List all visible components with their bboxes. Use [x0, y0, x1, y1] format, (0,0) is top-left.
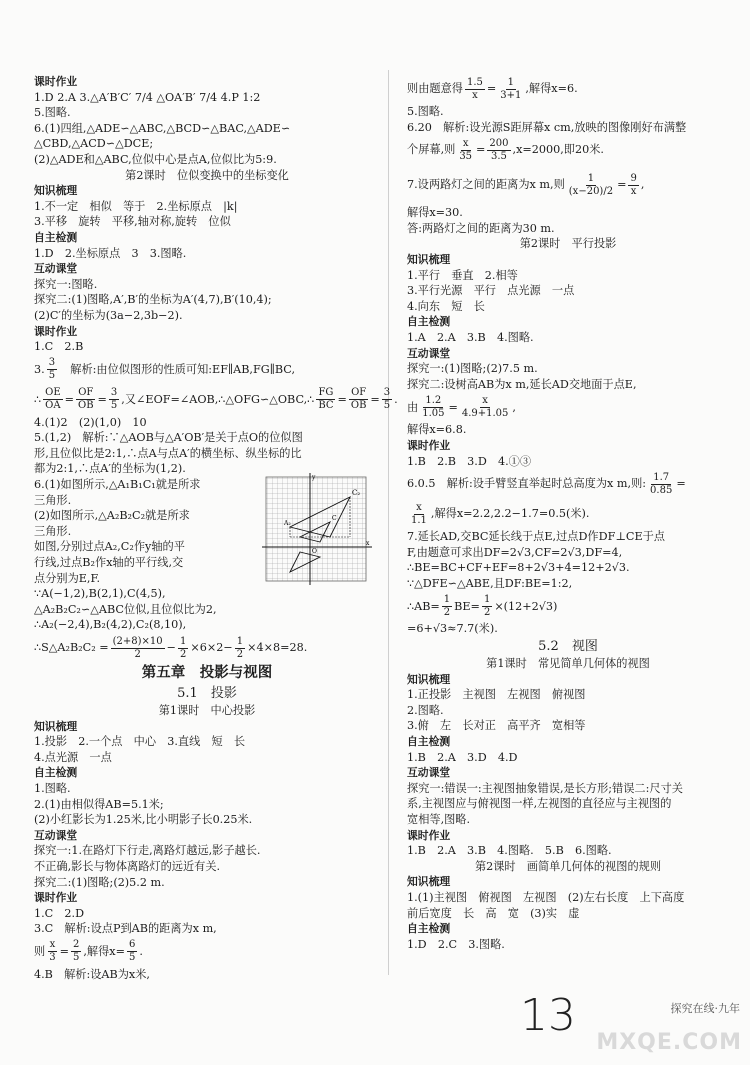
- answer-line: 6.20 解析:设光源S距屏幕x cm,放映的图像刚好布满整: [407, 120, 687, 134]
- denominator: 5: [128, 952, 136, 964]
- formula-line: [407, 469, 729, 499]
- answer-line: 1.平行 垂直 2.相等: [407, 268, 518, 282]
- denominator: 3: [49, 952, 56, 964]
- fraction: [76, 387, 96, 412]
- section-title: 5.1 投影: [177, 686, 237, 701]
- text: ,: [512, 400, 516, 414]
- lesson-title: 第2课时 位似变换中的坐标变化: [125, 168, 289, 182]
- fraction: [235, 636, 245, 661]
- heading: 课时作业: [34, 324, 78, 338]
- text: BE=: [454, 599, 480, 613]
- formula-line: [407, 591, 729, 621]
- formula-line: [34, 937, 380, 967]
- fraction: [482, 594, 492, 619]
- numerator: 6: [128, 939, 136, 951]
- denominator: 5: [48, 370, 56, 382]
- answer-line: ∵A(−1,2),B(2,1),C(4,5),: [34, 587, 166, 601]
- answer-line: 2.图略.: [407, 703, 444, 717]
- section-title: 5.2 视图: [538, 639, 598, 655]
- text: 6.0.5 解析:设手臂竖直举起时总高度为x m,则:: [407, 477, 647, 491]
- denominator: OA: [45, 400, 61, 412]
- denominator: 3+1: [500, 89, 522, 101]
- label-o: O: [312, 548, 317, 556]
- answer-line: 1.(1)主视图 俯视图 左视图 (2)左右长度 上下高度: [407, 890, 685, 904]
- label-y: y: [312, 474, 316, 482]
- numerator: 1: [236, 635, 244, 647]
- text: ∴AB=: [407, 599, 440, 613]
- answer-line: 6.(1)如图所示,△A₁B₁C₁就是所求: [34, 478, 201, 492]
- fraction: [111, 636, 165, 661]
- text: =: [370, 392, 380, 406]
- answer-line: 1.B 2.B 3.D 4.①③: [407, 454, 532, 468]
- answer-line: 1.正投影 主视图 左视图 俯视图: [407, 688, 586, 702]
- fraction: [349, 387, 369, 412]
- answer-line: 点分别为E,F.: [34, 571, 101, 585]
- numerator: 3: [48, 357, 56, 369]
- label-c2: C₂: [352, 489, 361, 498]
- answer-line: 探究二:设树高AB为x m,延长AD交地面于点E,: [407, 377, 637, 391]
- numerator: x: [49, 939, 56, 951]
- answer-line: 5.(1,2) 解析:∵△AOB与△A′OB′是关于点O的位似图: [34, 431, 303, 445]
- answer-line: 形,且位似比是2:1,∴点A与点A′的横坐标、纵坐标的比: [34, 446, 302, 460]
- fraction: [487, 138, 510, 163]
- text: =: [617, 178, 627, 192]
- fraction: [498, 77, 523, 102]
- denominator: OB: [78, 400, 94, 412]
- denominator: 1.05: [422, 407, 445, 419]
- heading: 互动课堂: [34, 828, 78, 842]
- text: 3.: [34, 362, 45, 376]
- answer-line: 1.D 2.A 3.△A′B′C′ 7/4 △OA′B′ 7/4 4.P 1:2: [34, 90, 261, 104]
- answer-line: 1.投影 2.一个点 中心 3.直线 短 长: [34, 735, 246, 749]
- numerator: 1.2: [425, 394, 442, 406]
- answer-line: 2.(1)由相似得AB=5.1米;: [34, 797, 164, 811]
- fraction: [457, 138, 474, 163]
- answer-line: =6+√3≈7.7(米).: [407, 622, 498, 636]
- denominator: 2: [236, 648, 244, 660]
- answer-line: 前后宽度 长 高 宽 (3)实 虚: [407, 906, 580, 920]
- text: =: [64, 392, 74, 406]
- fraction: [71, 939, 81, 964]
- answer-line: 4.B 解析:设AB为x米,: [34, 967, 150, 981]
- answer-line: 探究一:错误一:主视图抽象错误,是长方形;错误二:尺寸关: [407, 781, 683, 795]
- heading: 课时作业: [34, 891, 78, 905]
- heading: 互动课堂: [407, 346, 451, 360]
- heading: 自主检测: [407, 735, 451, 749]
- answer-line: (2)小红影长为1.25米,比小明影子长0.25米.: [34, 813, 253, 827]
- numerator: 1: [443, 593, 451, 605]
- text: 解析:由位似图形的性质可知:EF∥AB,FG∥BC,: [59, 362, 296, 376]
- denominator: 2: [443, 606, 451, 618]
- watermark: MXQE.COM: [596, 1030, 742, 1055]
- answer-line: 3.平移 旋转 平移,轴对称,旋转 位似: [34, 215, 231, 229]
- fraction: [409, 502, 429, 527]
- fraction: [567, 173, 615, 198]
- heading: 自主检测: [34, 766, 78, 780]
- answer-line: 3.俯 左 长对正 高平齐 宽相等: [407, 719, 586, 733]
- numerator: 9: [630, 172, 637, 184]
- lesson-title: 第2课时 画简单几何体的视图的规则: [474, 859, 662, 873]
- answer-line: ∴A₂(−2,4),B₂(4,2),C₂(8,10),: [34, 618, 187, 632]
- text: =: [676, 477, 686, 491]
- text: 个屏幕,则: [407, 143, 456, 157]
- answer-line: 探究二:(1)图略,A′,B′的坐标为A′(4,7),B′(10,4);: [34, 293, 272, 307]
- formula-line: [34, 385, 398, 415]
- answer-line: 探究一:(1)图略;(2)7.5 m.: [407, 362, 538, 376]
- denominator: (x−20)/2: [568, 185, 614, 197]
- answer-line: 宽相等,图略.: [407, 813, 471, 826]
- answer-line: 4.(1)2 (2)(1,0) 10: [34, 415, 147, 429]
- formula-line: [407, 135, 729, 165]
- answer-line: 3.C 解析:设点P到AB的距离为x m,: [34, 922, 217, 936]
- answer-line: △CBD,△ACD∽△DCE;: [34, 137, 154, 151]
- denominator: 2: [180, 648, 187, 660]
- answer-line: 行线,过点B₂作x轴的平行线,交: [34, 556, 184, 570]
- text: ,解得x=: [83, 945, 125, 959]
- denominator: 5: [72, 952, 80, 964]
- left-column: [34, 74, 398, 983]
- numerator: 200: [489, 137, 509, 149]
- answer-line: 探究二:(1)图略;(2)5.2 m.: [34, 875, 165, 889]
- fraction: [648, 472, 674, 497]
- column-divider: [388, 70, 389, 975]
- fraction: [47, 357, 57, 382]
- answer-line: 5.图略.: [407, 105, 444, 118]
- formula-line: [34, 633, 380, 663]
- fraction: [109, 387, 119, 412]
- numerator: 1: [507, 76, 514, 88]
- lesson-title: 第1课时 中心投影: [158, 704, 256, 717]
- text: 7.设两路灯之间的距离为x m,则: [407, 178, 565, 192]
- answer-line: 三角形.: [34, 493, 72, 507]
- answer-line: △A₂B₂C₂∽△ABC位似,且位似比为2,: [34, 602, 217, 616]
- text: ∴: [34, 392, 42, 406]
- text: .: [394, 392, 398, 406]
- denominator: BC: [318, 400, 334, 412]
- text: ×6×2−: [190, 641, 233, 655]
- text: ∴△OFG∽△OBC,∴: [218, 392, 315, 406]
- numerator: 1.5: [466, 76, 483, 88]
- answer-line: 三角形.: [34, 524, 72, 538]
- fraction: [628, 173, 638, 198]
- denominator: 2: [134, 648, 141, 660]
- answer-line: 1.B 2.A 3.B 4.图略. 5.B 6.图略.: [407, 844, 612, 858]
- answer-line: 1.C 2.D: [34, 906, 85, 920]
- answer-line: (2)如图所示,△A₂B₂C₂就是所求: [34, 509, 190, 523]
- numerator: OE: [45, 387, 61, 399]
- fraction: [420, 395, 446, 420]
- heading: 自主检测: [34, 230, 78, 244]
- lesson-title: 第2课时 平行投影: [519, 237, 617, 251]
- answer-line: 不正确,影长与物体离路灯的远近有关.: [34, 859, 221, 873]
- text: =: [448, 400, 458, 414]
- fraction: [47, 939, 57, 964]
- fraction: [127, 939, 137, 964]
- answer-line: F,由题意可求出DF=2√3,CF=2√3,DF=4,: [407, 545, 623, 559]
- text: ∴S△A₂B₂C₂ =: [34, 641, 109, 655]
- numerator: x: [462, 137, 469, 149]
- answer-line: 解得x=6.8.: [407, 423, 467, 437]
- text: 由: [407, 400, 419, 414]
- numerator: 3: [110, 387, 118, 399]
- numerator: 2: [72, 939, 80, 951]
- answer-line: 7.延长AD,交BC延长线于点E,过点D作DF⊥CE于点: [407, 530, 665, 544]
- text: =: [97, 392, 107, 406]
- label-x: x: [366, 540, 370, 548]
- answer-line: 5.图略.: [34, 106, 71, 120]
- numerator: x: [416, 501, 422, 513]
- grid-figure: [262, 473, 374, 593]
- answer-line: 如图,分别过点A₂,C₂作y轴的平: [34, 540, 185, 554]
- answer-line: 1.不一定 相似 等于 2.坐标原点 |k|: [34, 199, 238, 213]
- text: .: [139, 945, 143, 959]
- answer-line: 1.图略.: [34, 781, 71, 795]
- heading: 知识梳理: [407, 252, 451, 266]
- numerator: 1: [483, 593, 491, 605]
- fraction: [460, 395, 511, 420]
- heading: 互动课堂: [407, 766, 451, 780]
- numerator: OF: [78, 387, 94, 399]
- numerator: 1.7: [653, 471, 670, 483]
- answer-line: 3.平行光源 平行 点光源 一点: [407, 284, 575, 298]
- page-number: 13: [520, 990, 576, 1041]
- numerator: 1: [180, 635, 187, 647]
- heading: 课时作业: [407, 828, 451, 842]
- heading: 知识梳理: [407, 672, 451, 686]
- lesson-title: 第1课时 常见简单几何体的视图: [486, 657, 650, 671]
- formula-line: [34, 355, 380, 385]
- numerator: 3: [383, 387, 391, 399]
- denominator: 4.9+1.05: [461, 407, 509, 419]
- denominator: 3.5: [491, 150, 507, 162]
- answer-line: 4.向东 短 长: [407, 299, 485, 313]
- right-column: [407, 74, 729, 952]
- heading: 自主检测: [407, 922, 451, 936]
- text: 则: [34, 945, 46, 959]
- text: =: [476, 143, 486, 157]
- numerator: OF: [351, 387, 367, 399]
- answer-line: 1.C 2.B: [34, 340, 84, 354]
- text: 则由题意得: [407, 82, 463, 96]
- heading: 自主检测: [407, 315, 451, 329]
- heading: 知识梳理: [407, 875, 451, 889]
- fraction: [465, 77, 485, 102]
- answer-line: 1.D 2.坐标原点 3 3.图略.: [34, 246, 187, 260]
- fraction: [43, 387, 63, 412]
- answer-line: 1.A 2.A 3.B 4.图略.: [407, 330, 534, 344]
- text: ×(12+2√3): [494, 599, 558, 613]
- text: ,解得x=2.2,2.2−1.7=0.5(米).: [430, 507, 590, 521]
- answer-line: 1.B 2.A 3.D 4.D: [407, 750, 518, 764]
- heading: 知识梳理: [34, 719, 78, 733]
- denominator: 0.85: [650, 484, 673, 496]
- denominator: 5: [110, 400, 118, 412]
- heading: 互动课堂: [34, 262, 78, 276]
- text: =: [337, 392, 347, 406]
- answer-line: (2)C′的坐标为(3a−2,3b−2).: [34, 308, 183, 322]
- label-a2: A₂: [284, 520, 291, 528]
- answer-line: 都为2:1,∴点A′的坐标为(1,2).: [34, 462, 186, 476]
- figure-block: [34, 474, 380, 602]
- heading: 课时作业: [407, 438, 451, 452]
- chapter-title: 第五章 投影与视图: [141, 665, 273, 681]
- denominator: x: [472, 89, 478, 101]
- text: ,: [640, 178, 645, 192]
- text: =: [59, 945, 69, 959]
- denominator: OB: [350, 400, 367, 412]
- text: ,解得x=6.: [525, 82, 578, 96]
- answer-line: 探究一:1.在路灯下行走,离路灯越远,影子越长.: [34, 844, 261, 858]
- answer-line: 4.点光源 一点: [34, 750, 112, 764]
- heading: 课时作业: [34, 75, 78, 88]
- answer-line: 1.D 2.C 3.图略.: [407, 937, 505, 951]
- text: ,x=2000,即20米.: [512, 143, 604, 157]
- fraction: [382, 387, 392, 412]
- numerator: FG: [318, 387, 334, 399]
- answer-line: 6.(1)四组,△ADE∽△ABC,△BCD∽△BAC,△ADE∽: [34, 121, 291, 135]
- answer-line: (2)△ADE和△ABC,位似中心是点A,位似比为5:9.: [34, 152, 277, 166]
- numerator: 1: [587, 172, 595, 184]
- numerator: x: [482, 394, 488, 406]
- answer-line: ∴BE=BC+CF+EF=8+2√3+4=12+2√3.: [407, 561, 630, 575]
- answer-line: 探究一:图略.: [34, 277, 98, 291]
- text: ,又∠EOF=∠AOB,: [121, 392, 219, 406]
- denominator: 35: [459, 150, 473, 162]
- corner-label: 探究在线·九年: [670, 1002, 740, 1015]
- heading: 知识梳理: [34, 184, 78, 198]
- text: =: [486, 82, 497, 96]
- label-c: C: [332, 515, 337, 523]
- formula-line: [407, 499, 729, 529]
- fraction: [316, 387, 335, 412]
- formula-line: [407, 74, 729, 104]
- denominator: 1.1: [411, 514, 427, 526]
- denominator: 2: [483, 606, 491, 618]
- answer-line: 答:两路灯之间的距离为30 m.: [407, 221, 555, 235]
- answer-line: ∵△DFE∽△ABE,且DF:BE=1:2,: [407, 576, 573, 590]
- fraction: [442, 594, 452, 619]
- fraction: [178, 636, 188, 661]
- text: ×4×8=28.: [247, 641, 308, 655]
- denominator: x: [630, 185, 637, 197]
- answer-line: 系,主视图应与俯视图一样,左视图的直径应与主视图的: [407, 797, 672, 811]
- denominator: 5: [383, 400, 391, 412]
- formula-line: [407, 392, 729, 422]
- formula-line: [407, 165, 729, 205]
- text: −: [166, 641, 177, 655]
- answer-line: 解得x=30.: [407, 206, 463, 220]
- numerator: (2+8)×10: [112, 635, 163, 647]
